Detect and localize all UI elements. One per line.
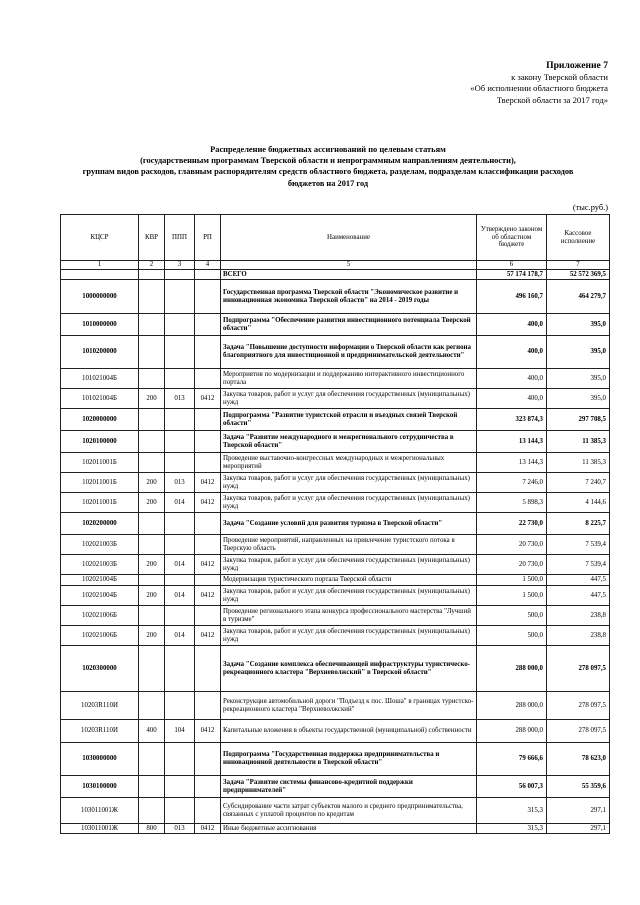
cell-executed: 7 240,7 — [547, 473, 610, 493]
header-name: Наименование — [221, 215, 477, 261]
cell-kcsr: 101021004Б — [61, 369, 139, 389]
cell-rp: 0412 — [195, 626, 221, 646]
appendix-line: Тверской области за 2017 год» — [496, 94, 608, 105]
cell-kvr: 200 — [139, 586, 165, 606]
cell-ppp — [165, 535, 195, 555]
cell-approved: 79 666,6 — [477, 743, 547, 776]
cell-rp — [195, 270, 221, 280]
cell-executed: 395,0 — [547, 369, 610, 389]
cell-name: Задача "Создание условий для развития туризма в Тверской области" — [221, 513, 477, 535]
table-row — [61, 646, 610, 692]
cell-name: Проведение регионального этапа конкурса профессионального мастерства "Лучший в туризме" — [221, 606, 477, 626]
cell-ppp — [165, 409, 195, 431]
units-label: (тыс.руб.) — [572, 203, 608, 212]
cell-executed: 11 385,3 — [547, 453, 610, 473]
cell-kcsr: 102021003Б — [61, 535, 139, 555]
cell-name: Подпрограмма "Государственная поддержка предпринимательства и инновационной деятельности в Тверской области" — [221, 743, 477, 776]
cell-rp — [195, 314, 221, 336]
cell-approved: 13 144,3 — [477, 431, 547, 453]
cell-name: Закупка товаров, работ и услуг для обеспечения государственных (муниципальных) нужд — [221, 493, 477, 513]
cell-rp: 0412 — [195, 493, 221, 513]
cell-approved: 20 730,0 — [477, 555, 547, 575]
cell-executed: 278 097,5 — [547, 692, 610, 720]
cell-executed: 11 385,3 — [547, 431, 610, 453]
cell-kcsr: 102021004Б — [61, 575, 139, 586]
cell-rp: 0412 — [195, 720, 221, 743]
table-row — [61, 535, 610, 555]
cell-rp: 0412 — [195, 824, 221, 834]
cell-name: Подпрограмма "Обеспечение развития инвестиционного потенциала Тверской области" — [221, 314, 477, 336]
cell-ppp — [165, 575, 195, 586]
table-row — [61, 314, 610, 336]
cell-kvr: 200 — [139, 493, 165, 513]
cell-executed: 78 623,0 — [547, 743, 610, 776]
cell-ppp — [165, 513, 195, 535]
cell-kcsr: 101021004Б — [61, 389, 139, 409]
cell-approved: 500,0 — [477, 606, 547, 626]
cell-name: Задача "Повышение доступности информации о Тверской области как региона благоприятного для инвестиционной и предпринимательской деятельности" — [221, 336, 477, 369]
cell-kvr — [139, 409, 165, 431]
cell-kcsr: 10203R110И — [61, 692, 139, 720]
cell-name: Капитальные вложения в объекты государственной (муниципальной) собственности — [221, 720, 477, 743]
cell-executed: 447,5 — [547, 586, 610, 606]
cell-rp — [195, 409, 221, 431]
table-row — [61, 493, 610, 513]
col-number: 5 — [221, 261, 477, 270]
cell-approved: 1 500,0 — [477, 575, 547, 586]
cell-ppp — [165, 606, 195, 626]
cell-rp — [195, 575, 221, 586]
cell-kvr: 200 — [139, 555, 165, 575]
cell-approved: 7 246,0 — [477, 473, 547, 493]
cell-approved: 13 144,3 — [477, 453, 547, 473]
cell-approved: 315,3 — [477, 824, 547, 834]
cell-name: Проведение мероприятий, направленных на привлечение туристского потока в Тверскую область — [221, 535, 477, 555]
table-body — [61, 270, 610, 834]
cell-rp — [195, 535, 221, 555]
cell-kvr — [139, 575, 165, 586]
cell-ppp — [165, 776, 195, 798]
cell-kcsr: 102011001Б — [61, 493, 139, 513]
header-approved: Утверждено законом об областном бюджете — [477, 215, 547, 261]
cell-kvr: 200 — [139, 389, 165, 409]
cell-ppp — [165, 280, 195, 314]
cell-ppp — [165, 692, 195, 720]
cell-kvr — [139, 369, 165, 389]
cell-name: Субсидирование части затрат субъектов малого и среднего предпринимательства, связанных с уплатой процентов по кредитам — [221, 798, 477, 824]
col-number: 4 — [195, 261, 221, 270]
table-row — [61, 743, 610, 776]
table-row — [61, 409, 610, 431]
cell-name: Подпрограмма "Развитие туристской отрасли и въездных связей Тверской области" — [221, 409, 477, 431]
table-row — [61, 824, 610, 834]
cell-approved: 1 500,0 — [477, 586, 547, 606]
table-row — [61, 606, 610, 626]
table-row — [61, 626, 610, 646]
cell-executed: 7 539,4 — [547, 555, 610, 575]
cell-approved: 400,0 — [477, 336, 547, 369]
cell-name: Задача "Развитие международного и межрегионального сотрудничества в Тверской области" — [221, 431, 477, 453]
cell-kvr — [139, 646, 165, 692]
cell-kcsr: 1020100000 — [61, 431, 139, 453]
cell-ppp: 014 — [165, 586, 195, 606]
cell-approved: 56 007,3 — [477, 776, 547, 798]
cell-name: Задача "Создание комплекса обеспечивающей инфраструктуры туристическо-рекреационного кластера "Верхневолжский" в Тверской области" — [221, 646, 477, 692]
cell-ppp: 014 — [165, 493, 195, 513]
budget-table — [60, 214, 610, 834]
cell-kcsr: 10203R110И — [61, 720, 139, 743]
table-row — [61, 389, 610, 409]
cell-approved: 22 730,0 — [477, 513, 547, 535]
table-row — [61, 720, 610, 743]
cell-rp — [195, 280, 221, 314]
cell-approved: 496 160,7 — [477, 280, 547, 314]
cell-approved: 400,0 — [477, 314, 547, 336]
cell-kcsr: 1020000000 — [61, 409, 139, 431]
header-kcsr: КЦСР — [61, 215, 139, 261]
cell-ppp — [165, 431, 195, 453]
table-row — [61, 431, 610, 453]
cell-ppp — [165, 798, 195, 824]
cell-rp — [195, 336, 221, 369]
cell-name: Реконструкция автомобильной дороги "Подъезд к пос. Шоша" в границах туристско-рекреационного кластера "Верхневолжский" — [221, 692, 477, 720]
cell-rp: 0412 — [195, 389, 221, 409]
table-row — [61, 280, 610, 314]
document-title — [60, 144, 596, 189]
cell-rp — [195, 513, 221, 535]
cell-executed: 238,8 — [547, 626, 610, 646]
header-kvr: КВР — [139, 215, 165, 261]
title-line: бюджетов на 2017 год — [287, 178, 369, 188]
cell-rp — [195, 776, 221, 798]
cell-rp — [195, 798, 221, 824]
cell-approved: 500,0 — [477, 626, 547, 646]
cell-ppp — [165, 646, 195, 692]
cell-name: Мероприятия по модернизации и поддержанию интерактивного инвестиционного портала — [221, 369, 477, 389]
cell-rp — [195, 646, 221, 692]
cell-kcsr: 102011001Б — [61, 473, 139, 493]
col-number: 3 — [165, 261, 195, 270]
table-row — [61, 776, 610, 798]
cell-approved: 288 000,0 — [477, 720, 547, 743]
cell-executed: 4 144,6 — [547, 493, 610, 513]
cell-name: Закупка товаров, работ и услуг для обеспечения государственных (муниципальных) нужд — [221, 389, 477, 409]
cell-kvr — [139, 453, 165, 473]
cell-ppp: 014 — [165, 626, 195, 646]
cell-ppp — [165, 369, 195, 389]
cell-rp — [195, 606, 221, 626]
header-executed: Кассовое исполнение — [547, 215, 610, 261]
table-row — [61, 575, 610, 586]
table-row — [61, 586, 610, 606]
cell-executed: 395,0 — [547, 389, 610, 409]
table-row — [61, 555, 610, 575]
cell-rp — [195, 692, 221, 720]
cell-kvr — [139, 535, 165, 555]
cell-kcsr: 1020200000 — [61, 513, 139, 535]
cell-rp: 0412 — [195, 473, 221, 493]
cell-kvr — [139, 606, 165, 626]
cell-executed: 297,1 — [547, 798, 610, 824]
cell-name: Модернизация туристического портала Тверской области — [221, 575, 477, 586]
cell-executed: 395,0 — [547, 314, 610, 336]
cell-executed: 395,0 — [547, 336, 610, 369]
cell-approved: 400,0 — [477, 369, 547, 389]
appendix-block — [470, 60, 608, 106]
cell-approved: 288 000,0 — [477, 692, 547, 720]
appendix-line: к закону Тверской области — [511, 71, 608, 82]
cell-approved: 323 874,3 — [477, 409, 547, 431]
table-row — [61, 513, 610, 535]
cell-approved: 20 730,0 — [477, 535, 547, 555]
cell-ppp — [165, 314, 195, 336]
cell-ppp — [165, 453, 195, 473]
cell-rp — [195, 453, 221, 473]
cell-rp — [195, 369, 221, 389]
cell-kcsr: 102021004Б — [61, 586, 139, 606]
col-number: 7 — [547, 261, 610, 270]
cell-kvr: 200 — [139, 473, 165, 493]
cell-approved: 288 000,0 — [477, 646, 547, 692]
cell-kvr: 800 — [139, 824, 165, 834]
cell-executed: 238,8 — [547, 606, 610, 626]
cell-rp — [195, 743, 221, 776]
cell-kcsr: 102021003Б — [61, 555, 139, 575]
cell-rp: 0412 — [195, 555, 221, 575]
cell-kvr: 400 — [139, 720, 165, 743]
cell-name: Закупка товаров, работ и услуг для обеспечения государственных (муниципальных) нужд — [221, 473, 477, 493]
cell-kcsr: 102021006Б — [61, 606, 139, 626]
cell-executed: 464 279,7 — [547, 280, 610, 314]
col-number: 1 — [61, 261, 139, 270]
cell-kcsr: 1030000000 — [61, 743, 139, 776]
cell-ppp — [165, 743, 195, 776]
cell-kcsr: 1030100000 — [61, 776, 139, 798]
cell-ppp: 013 — [165, 389, 195, 409]
table-row — [61, 336, 610, 369]
cell-executed: 52 572 369,5 — [547, 270, 610, 280]
appendix-title: Приложение 7 — [546, 60, 608, 71]
header-ppp: ППП — [165, 215, 195, 261]
table-row — [61, 473, 610, 493]
cell-ppp: 013 — [165, 824, 195, 834]
cell-kvr — [139, 743, 165, 776]
cell-name: Государственная программа Тверской области "Экономическое развитие и инновационная экономика Тверской области" на 2014 - 2019 годы — [221, 280, 477, 314]
cell-kcsr: 102011001Б — [61, 453, 139, 473]
cell-ppp: 104 — [165, 720, 195, 743]
cell-name: Закупка товаров, работ и услуг для обеспечения государственных (муниципальных) нужд — [221, 586, 477, 606]
cell-kvr — [139, 692, 165, 720]
cell-name: Закупка товаров, работ и услуг для обеспечения государственных (муниципальных) нужд — [221, 626, 477, 646]
cell-kvr — [139, 336, 165, 369]
table-row — [61, 798, 610, 824]
cell-kcsr: 103011001Ж — [61, 824, 139, 834]
table-row — [61, 270, 610, 280]
cell-executed: 297 708,5 — [547, 409, 610, 431]
cell-kcsr: 1020300000 — [61, 646, 139, 692]
cell-kcsr: 1000000000 — [61, 280, 139, 314]
cell-executed: 8 225,7 — [547, 513, 610, 535]
col-number: 6 — [477, 261, 547, 270]
cell-kvr — [139, 776, 165, 798]
cell-kvr: 200 — [139, 626, 165, 646]
cell-name: Иные бюджетные ассигнования — [221, 824, 477, 834]
cell-kvr — [139, 280, 165, 314]
title-line: Распределение бюджетных ассигнований по целевым статьям — [210, 145, 446, 154]
cell-name: ВСЕГО — [221, 270, 477, 280]
cell-approved: 315,3 — [477, 798, 547, 824]
cell-approved: 5 898,3 — [477, 493, 547, 513]
cell-kvr — [139, 431, 165, 453]
cell-kvr — [139, 798, 165, 824]
column-number-row — [61, 261, 610, 270]
cell-kvr — [139, 270, 165, 280]
cell-ppp — [165, 270, 195, 280]
cell-executed: 447,5 — [547, 575, 610, 586]
table-row — [61, 369, 610, 389]
cell-executed: 278 097,5 — [547, 646, 610, 692]
cell-rp — [195, 431, 221, 453]
cell-kvr — [139, 513, 165, 535]
title-line: группам видов расходов, главным распорядителям средств областного бюджета, разделам, подразделам классификации расходов — [82, 167, 574, 177]
cell-executed: 278 097,5 — [547, 720, 610, 743]
col-number: 2 — [139, 261, 165, 270]
cell-name: Закупка товаров, работ и услуг для обеспечения государственных (муниципальных) нужд — [221, 555, 477, 575]
appendix-line: «Об исполнении областного бюджета — [470, 83, 608, 93]
table-row — [61, 692, 610, 720]
cell-executed: 297,1 — [547, 824, 610, 834]
header-rp: РП — [195, 215, 221, 261]
cell-rp: 0412 — [195, 586, 221, 606]
cell-kcsr: 102021006Б — [61, 626, 139, 646]
title-line: (государственным программам Тверской области и непрограммным направлениям деятельности), — [140, 156, 516, 166]
cell-kcsr: 1010200000 — [61, 336, 139, 369]
cell-name: Задача "Развитие системы финансово-кредитной поддержки предпринимателей" — [221, 776, 477, 798]
cell-executed: 7 539,4 — [547, 535, 610, 555]
cell-ppp: 014 — [165, 555, 195, 575]
cell-approved: 400,0 — [477, 389, 547, 409]
cell-ppp: 013 — [165, 473, 195, 493]
cell-approved: 57 174 178,7 — [477, 270, 547, 280]
cell-executed: 55 359,6 — [547, 776, 610, 798]
cell-kvr — [139, 314, 165, 336]
table-row — [61, 453, 610, 473]
cell-kcsr: 103011001Ж — [61, 798, 139, 824]
cell-kcsr: 1010000000 — [61, 314, 139, 336]
cell-kcsr — [61, 270, 139, 280]
header-row — [61, 215, 610, 261]
cell-ppp — [165, 336, 195, 369]
cell-name: Проведение выставочно-конгрессных международных и межрегиональных мероприятий — [221, 453, 477, 473]
